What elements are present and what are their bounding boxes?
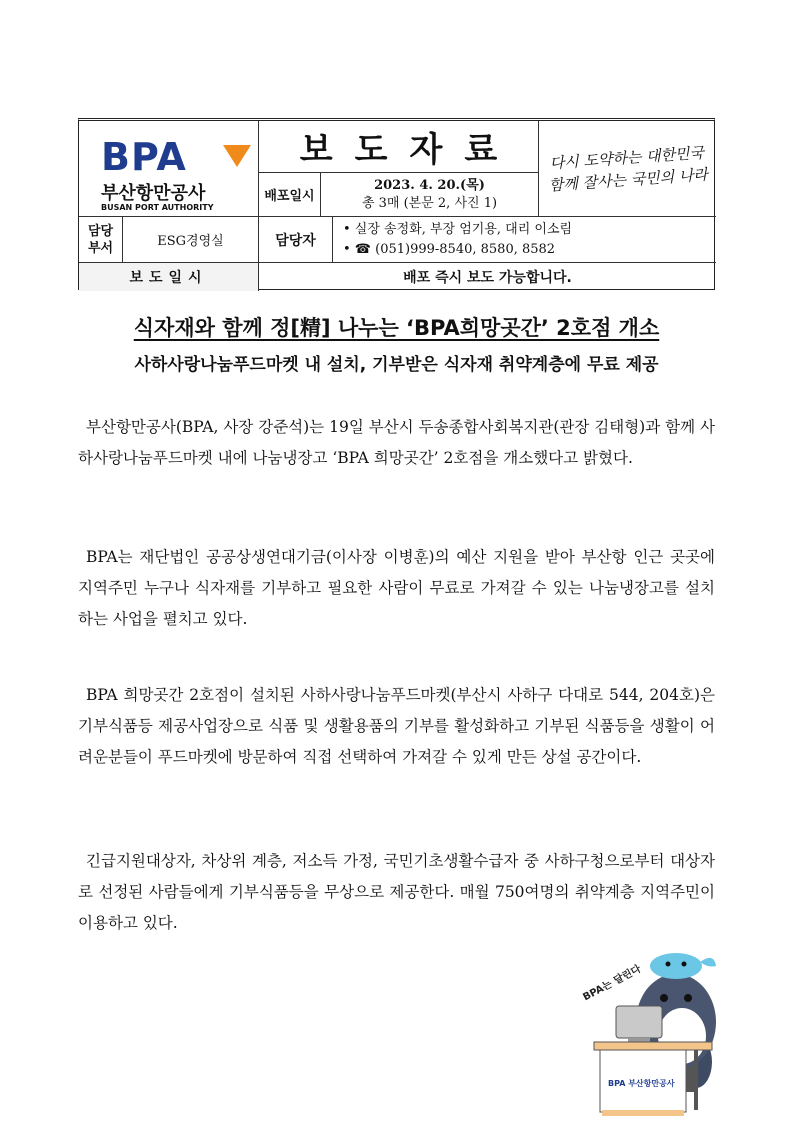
page-count-value: 총 3매 (본문 2, 사진 1) <box>361 196 498 211</box>
mascot-illustration <box>578 944 728 1119</box>
title-cell <box>259 121 539 173</box>
department-label: 담당 부서 <box>79 217 123 263</box>
report-time-value: 배포 즉시 보도 가능합니다. <box>403 270 572 286</box>
logo-cell <box>79 121 259 217</box>
page-title: 보도자료 <box>299 130 520 170</box>
logo-korean-name: 부산항만공사 <box>101 183 206 204</box>
article-paragraph: BPA 희망곳간 2호점이 설치된 사하사랑나눔푸드마켓(부산시 사하구 다대로 544, 204호)은 기부식품등 제공사업장으로 식품 및 생활용품의 기부를 활성화하고 기부된 식품등을 생활이 어려운분들이 푸드마켓에 방문하여 직접 선택하여 가져갈 수 있게 만든 상설 공간이다. <box>78 686 715 766</box>
mascot-desk-label: BPA 부산항만공사 <box>608 1079 675 1088</box>
distribution-date-value: 2023. 4. 20.(목) <box>374 178 485 193</box>
government-slogan: 다시 도약하는 대한민국 함께 잘사는 국민의 나라 <box>548 143 709 195</box>
distribution-date-label: 배포일시 <box>259 173 321 217</box>
article-paragraph: BPA는 재단법인 공공상생연대기금(이사장 이병훈)의 예산 지원을 받아 부산항 인근 곳곳에 지역주민 누구나 식자재를 기부하고 필요한 사람이 무료로 가져갈 수 있는 나눔냉장고를 설치하는 사업을 펼치고 있다. <box>78 548 715 628</box>
mascot-speech-text: BPA는 달린다 <box>581 963 644 1004</box>
bpa-logo-text: BPA <box>101 135 187 179</box>
article-subheadline: 사하사랑나눔푸드마켓 내 설치, 기부받은 식자재 취약계층에 무료 제공 <box>134 355 659 375</box>
article-headline: 식자재와 함께 정[精] 나누는 ‘BPA희망곳간’ 2호점 개소 <box>133 316 660 340</box>
article-paragraph: 부산항만공사(BPA, 사장 강준석)는 19일 부산시 두송종합사회복지관(관장 김태형)과 함께 사하사랑나눔푸드마켓 내에 나눔냉장고 ‘BPA 희망곳간’ 2호점을 개소했다고 밝혔다. <box>78 418 715 467</box>
contact-person-cell <box>333 217 716 263</box>
contact-person-names: • 실장 송정화, 부장 엄기용, 대리 이소림 <box>343 222 573 237</box>
article-paragraph: 긴급지원대상자, 차상위 계층, 저소득 가정, 국민기초생활수급자 중 사하구청으로부터 대상자로 선정된 사람들에게 기부식품등을 무상으로 제공한다. 매월 750여명의 취약계층 지역주민이 이용하고 있다. <box>78 852 715 932</box>
logo-english-name: BUSAN PORT AUTHORITY <box>101 203 214 212</box>
department-value: ESG경영실 <box>123 217 259 263</box>
contact-person-phone: • ☎ (051)999-8540, 8580, 8582 <box>343 242 556 257</box>
press-release-header <box>78 118 715 290</box>
distribution-date-cell <box>321 173 539 217</box>
bpa-logo-triangle-icon <box>223 145 251 167</box>
contact-person-label: 담당자 <box>259 217 333 263</box>
slogan-cell <box>539 121 716 217</box>
report-time-label: 보도일시 <box>79 263 259 291</box>
